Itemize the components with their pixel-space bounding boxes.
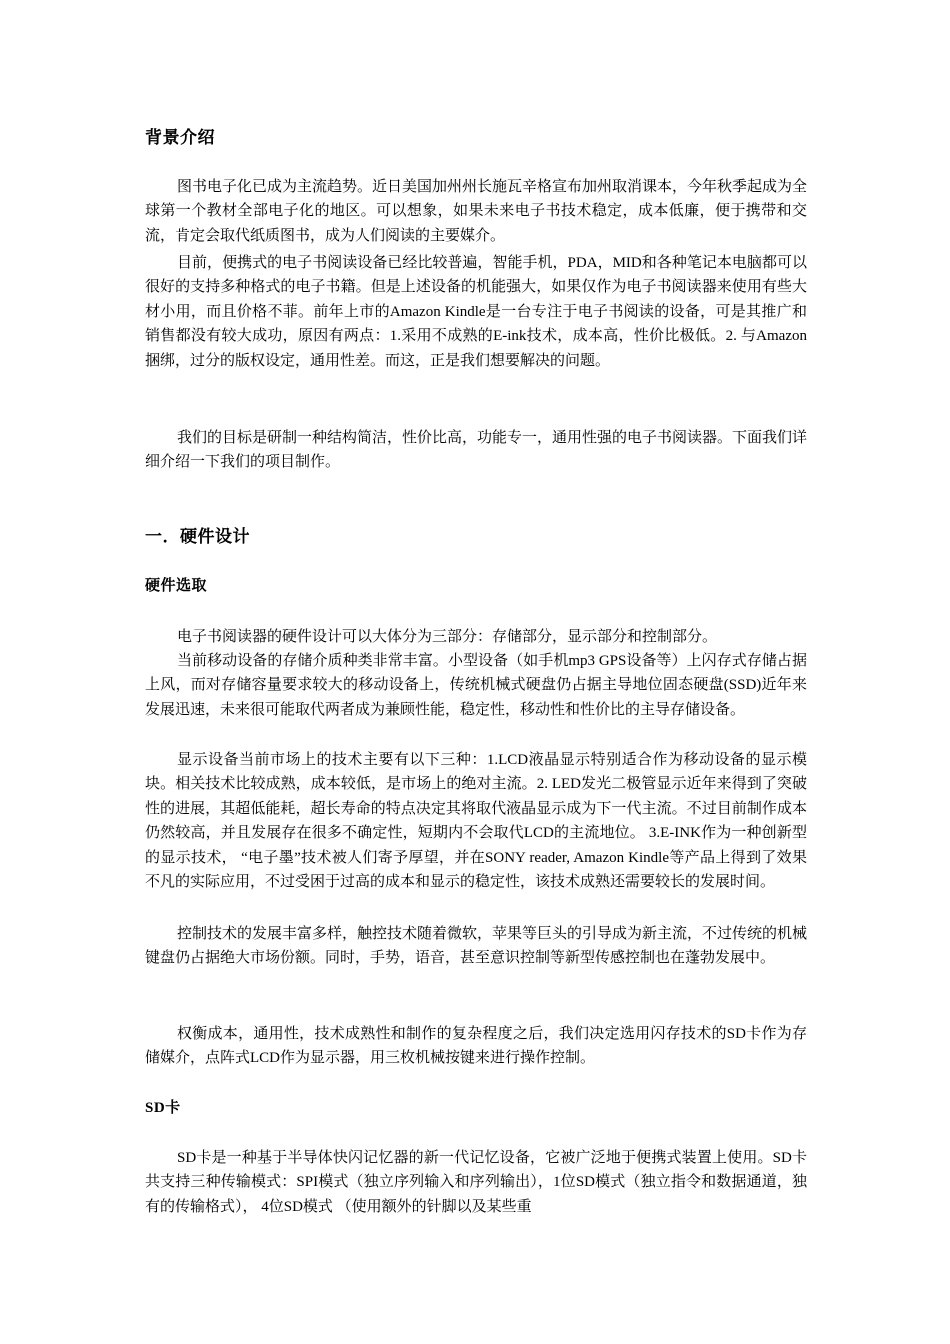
paragraph: 控制技术的发展丰富多样，触控技术随着微软，苹果等巨头的引导成为新主流，不过传统的机械键盘仍占据绝大市场份额。同时，手势，语音，甚至意识控制等新型传感控制也在蓬勃发展中。 bbox=[145, 926, 808, 967]
subsection-heading-sd: SD卡 bbox=[145, 1100, 181, 1116]
section-heading-background: 背景介绍 bbox=[145, 128, 215, 147]
paragraph: 我们的目标是研制一种结构简洁，性价比高，功能专一，通用性强的电子书阅读器。下面我们详细介绍一下我们的项目制作。 bbox=[145, 430, 808, 471]
paragraph: SD卡是一种基于半导体快闪记忆器的新一代记忆设备，它被广泛地于便携式装置上使用。SD卡共支持三种传输模式：SPI模式（独立序列输入和序列输出），1位SD模式（独立指令和数据通道，独有的传输格式）， 4位SD模式 （使用额外的针脚以及某些重 bbox=[145, 1150, 807, 1215]
paragraph: 权衡成本，通用性，技术成熟性和制作的复杂程度之后，我们决定选用闪存技术的SD卡作为存储媒介，点阵式LCD作为显示器，用三枚机械按键来进行操作控制。 bbox=[145, 1026, 807, 1067]
section-heading-hardware: 一．硬件设计 bbox=[145, 527, 250, 546]
paragraph: 显示设备当前市场上的技术主要有以下三种：1.LCD液晶显示特别适合作为移动设备的显示模块。相关技术比较成熟，成本较低，是市场上的绝对主流。2. LED发光二极管显示近年来得到了突破性的进展，其超低能耗，超长寿命的特点决定其将取代液晶显示成为下一代主流。不过目前制作成本仍然较高，并且发展存在很多不确定性，短期内不会取代LCD的主流地位。 3.E-INK作为一种创新型的显示技术， “电子墨”技术被人们寄予厚望，并在SONY reader, Amazon Kindle等产品上得到了效果不凡的实际应用，不过受困于过高的成本和显示的稳定性，该技术成熟还需要较长的发展时间。 bbox=[145, 752, 807, 891]
paragraph: 目前，便携式的电子书阅读设备已经比较普遍，智能手机，PDA，MID和各种笔记本电脑都可以很好的支持多种格式的电子书籍。但是上述设备的机能强大，如果仅作为电子书阅读器来使用有些大材小用，而且价格不菲。前年上市的Amazon Kindle是一台专注于电子书阅读的设备，可是其推广和销售都没有较大成功，原因有两点：1.采用不成熟的E-ink技术，成本高，性价比极低。2. 与Amazon捆绑，过分的版权设定，通用性差。而这，正是我们想要解决的问题。 bbox=[145, 255, 807, 369]
paragraph: 当前移动设备的存储介质种类非常丰富。小型设备（如手机mp3 GPS设备等）上闪存式存储占据上风，而对存储容量要求较大的移动设备上，传统机械式硬盘仍占据主导地位固态硬盘(SSD)近年来发展迅速，未来很可能取代两者成为兼顾性能，稳定性，移动性和性价比的主导存储设备。 bbox=[145, 653, 807, 718]
paragraph: 电子书阅读器的硬件设计可以大体分为三部分：存储部分，显示部分和控制部分。 bbox=[177, 629, 718, 645]
paragraph: 图书电子化已成为主流趋势。近日美国加州州长施瓦辛格宣布加州取消课本，今年秋季起成为全球第一个教材全部电子化的地区。可以想象，如果未来电子书技术稳定，成本低廉，便于携带和交流，肯定会取代纸质图书，成为人们阅读的主要媒介。 bbox=[145, 179, 808, 244]
subsection-heading-selection: 硬件选取 bbox=[145, 578, 208, 594]
